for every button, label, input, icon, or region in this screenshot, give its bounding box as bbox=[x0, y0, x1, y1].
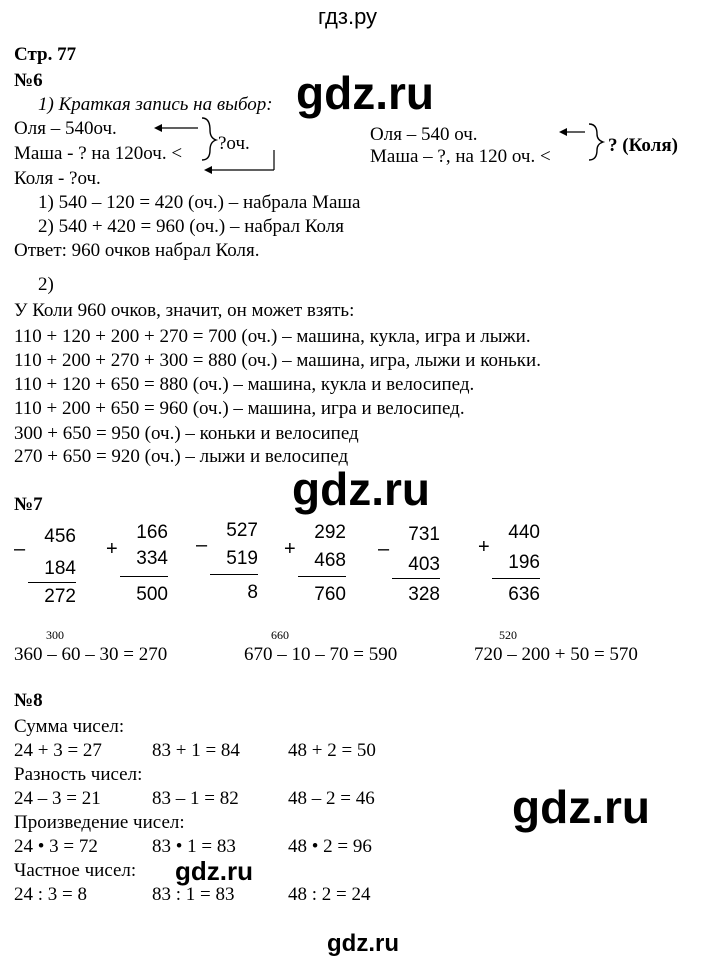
operand-a: 440 bbox=[508, 522, 540, 543]
equation: 48 + 2 = 50 bbox=[288, 740, 376, 761]
equation: 48 • 2 = 96 bbox=[288, 836, 372, 857]
result: 272 bbox=[44, 586, 76, 607]
task6-part2-line: 300 + 650 = 950 (оч.) – коньки и велосипед bbox=[14, 423, 359, 444]
result-line bbox=[120, 576, 168, 577]
page-number: Стр. 77 bbox=[14, 44, 77, 65]
equation: 48 : 2 = 24 bbox=[288, 884, 371, 905]
equation: 48 – 2 = 46 bbox=[288, 788, 375, 809]
watermark: gdz.ru bbox=[292, 463, 430, 515]
group-label: Частное чисел: bbox=[14, 860, 137, 881]
task6-answer: Ответ: 960 очков набрал Коля. bbox=[14, 240, 260, 261]
right-arrows bbox=[555, 118, 610, 168]
equation: 83 – 1 = 82 bbox=[152, 788, 239, 809]
left-question: ?оч. bbox=[218, 133, 250, 154]
result: 636 bbox=[508, 584, 540, 605]
equation: 24 – 3 = 21 bbox=[14, 788, 101, 809]
task6-part2-line: 110 + 120 + 200 + 270 = 700 (оч.) – машина, кукла, игра и лыжи. bbox=[14, 326, 531, 347]
expr-note: 300 bbox=[46, 628, 64, 642]
group-label: Сумма чисел: bbox=[14, 716, 125, 737]
column-calc-1 bbox=[14, 520, 84, 610]
op-sign: + bbox=[478, 536, 490, 558]
task6-part2-line: 110 + 200 + 650 = 960 (оч.) – машина, игра и велосипед. bbox=[14, 398, 465, 419]
watermark: gdz.ru bbox=[175, 856, 253, 886]
task6-part2-line: 270 + 650 = 920 (оч.) – лыжи и велосипед bbox=[14, 446, 349, 467]
expression: 360 – 60 – 30 = 270 bbox=[14, 644, 168, 665]
result-line bbox=[298, 576, 346, 577]
watermark: gdz.ru bbox=[327, 930, 399, 957]
op-sign: – bbox=[14, 538, 26, 560]
equation: 83 • 1 = 83 bbox=[152, 836, 236, 857]
column-calc-2 bbox=[106, 520, 176, 610]
operand-b: 519 bbox=[226, 548, 258, 569]
right-question: ? (Коля) bbox=[608, 135, 678, 156]
left-arrows bbox=[150, 112, 290, 182]
equation: 24 + 3 = 27 bbox=[14, 740, 102, 761]
left-masha: Маша - ? на 120оч. < bbox=[14, 143, 183, 164]
expression: 670 – 10 – 70 = 590 bbox=[244, 644, 398, 665]
column-calc-5 bbox=[378, 520, 448, 610]
equation: 83 + 1 = 84 bbox=[152, 740, 240, 761]
operand-a: 527 bbox=[226, 520, 258, 541]
left-kolya: Коля - ?оч. bbox=[14, 168, 101, 189]
watermark: gdz.ru bbox=[296, 67, 434, 119]
operand-b: 403 bbox=[408, 554, 440, 575]
task6-part1-label: 1) Краткая запись на выбор: bbox=[38, 94, 273, 115]
operand-b: 334 bbox=[136, 548, 168, 569]
result-line bbox=[28, 582, 76, 583]
task6-part2-label: 2) bbox=[38, 274, 54, 295]
operand-b: 196 bbox=[508, 552, 540, 573]
task6-part2-line: 110 + 120 + 650 = 880 (оч.) – машина, кукла и велосипед. bbox=[14, 374, 475, 395]
task6-number: №6 bbox=[14, 70, 43, 91]
task6-part2-intro: У Коли 960 очков, значит, он может взять: bbox=[14, 300, 355, 321]
equation: 24 : 3 = 8 bbox=[14, 884, 87, 905]
task6-part2-line: 110 + 200 + 270 + 300 = 880 (оч.) – машина, игра, лыжи и коньки. bbox=[14, 350, 541, 371]
operand-b: 184 bbox=[44, 558, 76, 579]
operand-a: 456 bbox=[44, 526, 76, 547]
expr-note: 660 bbox=[271, 628, 289, 642]
task7-number: №7 bbox=[14, 494, 43, 515]
operand-a: 166 bbox=[136, 522, 168, 543]
column-calc-6 bbox=[478, 520, 548, 610]
left-olya: Оля – 540оч. bbox=[14, 118, 117, 139]
task6-step-2: 2) 540 + 420 = 960 (оч.) – набрал Коля bbox=[38, 216, 345, 237]
op-sign: – bbox=[196, 534, 208, 556]
expression: 720 – 200 + 50 = 570 bbox=[474, 644, 638, 665]
watermark: gdz.ru bbox=[512, 781, 650, 833]
group-label: Разность чисел: bbox=[14, 764, 143, 785]
site-header: гдз.ру bbox=[318, 4, 378, 29]
result-line bbox=[492, 578, 540, 579]
group-label: Произведение чисел: bbox=[14, 812, 185, 833]
operand-a: 731 bbox=[408, 524, 440, 545]
column-calc-4 bbox=[284, 520, 354, 610]
result-line bbox=[210, 574, 258, 575]
operand-b: 468 bbox=[314, 550, 346, 571]
equation: 83 : 1 = 83 bbox=[152, 884, 235, 905]
task6-step-1: 1) 540 – 120 = 420 (оч.) – набрала Маша bbox=[38, 192, 361, 213]
operand-a: 292 bbox=[314, 522, 346, 543]
expr-note: 520 bbox=[499, 628, 517, 642]
column-calc-3 bbox=[196, 520, 266, 610]
result: 760 bbox=[314, 584, 346, 605]
result: 328 bbox=[408, 584, 440, 605]
right-olya: Оля – 540 оч. bbox=[370, 124, 478, 145]
op-sign: – bbox=[378, 538, 390, 560]
equation: 24 • 3 = 72 bbox=[14, 836, 98, 857]
op-sign: + bbox=[106, 538, 118, 560]
result: 8 bbox=[247, 582, 258, 603]
right-masha: Маша – ?, на 120 оч. < bbox=[370, 146, 551, 167]
result: 500 bbox=[136, 584, 168, 605]
task8-number: №8 bbox=[14, 690, 43, 711]
op-sign: + bbox=[284, 538, 296, 560]
result-line bbox=[392, 578, 440, 579]
